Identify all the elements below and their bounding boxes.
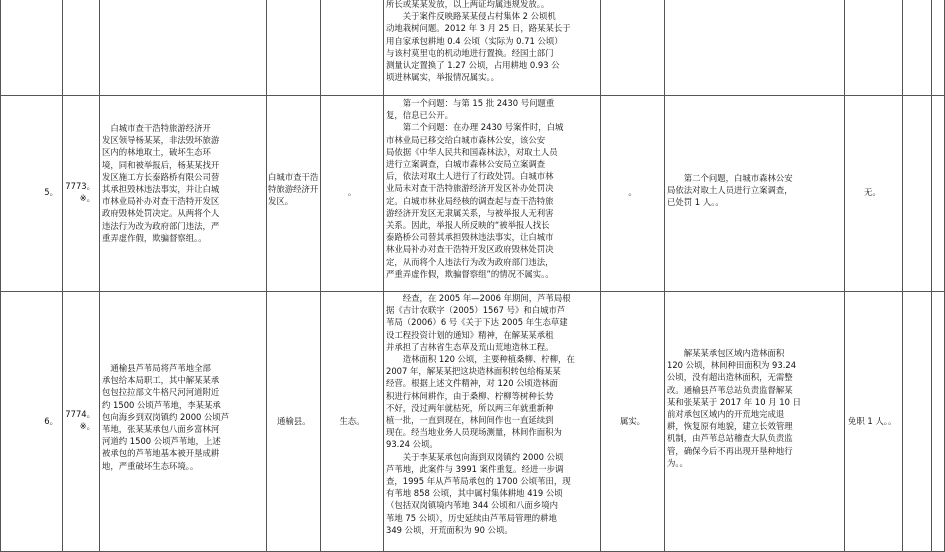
- findings-line: 不好，没过两年就枯死，所以两三年就重新种: [386, 402, 554, 413]
- row-divider: [0, 95, 945, 96]
- accountability: 免职 1 人。。: [848, 416, 897, 426]
- column-divider: [844, 0, 845, 552]
- findings-line: 关于案件反映路某某侵占村集体 2 公顷机: [386, 11, 556, 22]
- findings-line: 严重弄虚作假，欺骗督察组”的情况不属实。。: [386, 268, 554, 279]
- admin-unit: [268, 171, 320, 211]
- content-line: 市林业局补办对查干浩特开发区: [102, 196, 220, 207]
- findings-cell: [384, 97, 599, 291]
- findings-line: 植一批，一直到现在，林间间作也一直延续到: [386, 415, 554, 426]
- content-line: 河道约 1500 公顷芦苇地，上述: [102, 436, 221, 447]
- findings-cell: [384, 292, 599, 551]
- findings-line: 林业局补办对查干浩特开发区政府毁林处罚决: [386, 244, 554, 255]
- column-divider: [664, 0, 665, 552]
- content-line: 承包给本局职工，其中解某某承: [102, 375, 220, 386]
- pollution-type: 生态。: [339, 416, 365, 426]
- unit-line: 白城市查干浩: [268, 172, 319, 182]
- case-number: [63, 180, 99, 210]
- findings-line: 动地栽树问题。2012 年 3 月 25 日，路某某长于: [386, 23, 571, 34]
- column-divider: [320, 0, 321, 552]
- content-line: 发区施工方长泰路桥有限公司替: [102, 171, 220, 182]
- admin-unit: 通榆县。: [277, 416, 311, 426]
- content-line: 境，同和被举报后，杨某某找开: [102, 159, 220, 170]
- case-number: [63, 408, 99, 438]
- measure-line: 前对承包区域内的开荒地完成退: [667, 409, 785, 420]
- findings-line: 用自家承包耕地 0.4 公顷（实际为 0.71 公顷）: [386, 35, 563, 46]
- findings-line: 芦苇地，此案件与 3991 案件重复。经进一步调: [386, 463, 564, 474]
- table-border-left: [0, 0, 1, 552]
- measure-line: 为。。: [667, 457, 688, 468]
- findings-line: 市林业局已移交给白城市森林公安，该公安: [386, 134, 546, 145]
- measure-line: 120 公顷，林间种田面积为 93.24: [667, 360, 797, 371]
- findings-line: 定，从而将个人违法行为改为政府部门违法，: [386, 256, 554, 267]
- measure-line: 管，确保今后不再出现开垦种地行: [667, 445, 793, 456]
- findings-line: 现在。经当地业务人员现场测量，林间作面积为: [386, 427, 562, 438]
- content-line: 白城市查干浩特旅游经济开: [102, 123, 211, 133]
- content-line: 政府毁林处罚决定。从两将个人: [102, 208, 220, 219]
- findings-line: （包括双岗镇境内苇地 344 公顷和八面乡境内: [386, 500, 559, 511]
- findings-line: 积进行林间耕作，由于桑柳、柠柳等树种长势: [386, 390, 554, 401]
- complaint-content: [102, 122, 266, 262]
- findings-line: 并承担了吉林省生态草及荒山荒地造林工程。: [386, 341, 554, 352]
- column-divider: [266, 0, 267, 552]
- content-line: 发区领导杨某某，非法毁坏旅游: [102, 135, 220, 146]
- findings-line: 2007 年，解某某把这块造林面积转包给梅某某: [386, 366, 561, 377]
- findings-line: 93.24 公顷。: [386, 439, 438, 450]
- content-line: 违法行为改为政府部门违法，严: [102, 220, 220, 231]
- content-line: 约 1500 公顷芦苇地，李某某承: [102, 399, 221, 410]
- content-line: 地，严重破坏生态环境。。: [102, 460, 199, 471]
- column-divider: [62, 0, 63, 552]
- findings-line: 第一个问题：与第 15 批 2430 号问题重: [386, 98, 555, 108]
- content-line: 区内的林地取土，破坏生态环: [102, 147, 211, 158]
- measure-line: 公顷，没有超出造林面积，无需整: [667, 372, 793, 383]
- content-line: 通榆县芦苇局将芦苇地全部: [102, 363, 211, 373]
- measure-line: 局依法对取土人员进行立案调查，: [667, 185, 793, 196]
- remediation-measures: [667, 172, 844, 212]
- measure-line: 耕，恢复原有地貌，建立长效管理: [667, 421, 793, 432]
- case-mark: ※。: [79, 421, 95, 432]
- measure-line: 第二个问题，白城市森林公安: [667, 173, 793, 183]
- findings-line: 经营。根据上述文件精神，对 120 公顷造林面: [386, 378, 559, 389]
- findings-line: 所长或某某发放，以上两证均属违规发放。。: [386, 0, 550, 9]
- row-number: 5。: [44, 187, 58, 197]
- findings-cell: [384, 0, 599, 95]
- row-number: 6。: [44, 416, 58, 426]
- verification-result: 。: [628, 187, 637, 197]
- remediation-measures: [667, 347, 844, 475]
- content-line: 包向海乡到双岗镇约 2000 公顷芦: [102, 411, 230, 422]
- accountability: 无。: [864, 187, 881, 197]
- findings-line: 顷进林属实，举报情况属实。。: [386, 72, 500, 83]
- findings-line: 后，依法对取土人进行了行政处罚。白城市林: [386, 171, 554, 182]
- findings-line: 业局未对查干浩特旅游经济开发区补办处罚决: [386, 183, 554, 194]
- findings-line: 有苇地 858 公顷，其中属村集体耕地 419 公顷: [386, 488, 563, 499]
- verification-result: 属实。: [619, 416, 646, 426]
- findings-line: 造林面积 120 公顷，主要种植桑柳、柠柳，在: [386, 354, 575, 365]
- content-line: 被承包的芦苇地基本被开垦成耕: [102, 448, 220, 459]
- findings-line: 经查，在 2005 年—2006 年期间，芦苇局根: [386, 293, 571, 303]
- findings-line: 测量认定置换了 1.27 公顷，占用耕地 0.93 公: [386, 60, 560, 71]
- findings-line: 苇地 75 公顷），历史延续由芦苇局管理的耕地: [386, 512, 557, 523]
- content-line: 其承担毁林违法事实，并让白城: [102, 184, 220, 195]
- measure-line: 某和张某某于 2017 年 10 月 10 日: [667, 396, 801, 407]
- findings-line: 第二个问题：在办理 2430 号案件时，白城: [386, 122, 564, 133]
- content-line: 重弄虚作假，欺骗督察组。。: [102, 232, 207, 243]
- column-divider: [600, 0, 601, 552]
- findings-line: 349 公顷，开荒面积为 90 公顷。: [386, 524, 513, 535]
- content-line: 包包拉拉部文牛格尺河河道附近: [102, 387, 220, 398]
- measure-line: 解某某承包区域内造林面积: [667, 348, 785, 358]
- findings-line: 泰路桥公司替其承担毁林违法事实，让白城市: [386, 232, 554, 243]
- complaint-content: [102, 362, 266, 488]
- measure-line: 改。通榆县芦苇总站负责监督解某: [667, 384, 793, 395]
- column-divider: [99, 0, 100, 552]
- findings-line: 进行立案调查，白城市森林公安局立案调查: [386, 159, 546, 170]
- column-divider: [902, 0, 903, 552]
- case-id: 7773。: [65, 181, 95, 191]
- findings-line: 复，信息已公开。: [386, 110, 453, 121]
- findings-line: 游经济开发区无隶属关系，与被举报人无利害: [386, 207, 554, 218]
- findings-line: 关于李某某承包向海到双岗镇约 2000 公顷: [386, 451, 564, 462]
- unit-line: 特旅游经济开: [268, 184, 319, 195]
- findings-line: 苇局（2006）6 号《关于下达 2005 年生态草建: [386, 317, 568, 328]
- case-id: 7774。: [65, 409, 95, 419]
- pollution-type: 。: [347, 187, 357, 197]
- findings-line: 关系。因此，举报人所反映的“被举报人找长: [386, 220, 550, 231]
- unit-line: 发区。: [268, 196, 294, 207]
- findings-line: 局依据《中华人民共和国森林法》，对取土人员: [386, 146, 558, 157]
- column-divider: [931, 0, 932, 552]
- content-line: 苇地，张某某承包八面乡富林河: [102, 424, 220, 435]
- case-mark: ※。: [79, 193, 95, 204]
- findings-line: 据《吉计农联字（2005）1567 号》和白城市芦: [386, 305, 566, 316]
- measure-line: 机制，由芦苇总站稽查大队负责监: [667, 433, 793, 444]
- measure-line: 已处罚 1 人。。: [667, 197, 724, 208]
- findings-line: 设工程投资计划的通知》精神，在解某某承租: [386, 329, 554, 340]
- findings-line: 查，1995 年从芦苇局承包的 1700 公顷苇田，现: [386, 476, 571, 487]
- findings-line: 定。白城市林业局经核的调查起与查干浩特旅: [386, 195, 554, 206]
- findings-line: 与该村莫里屯的机动地进行置换。经国土部门: [386, 47, 554, 58]
